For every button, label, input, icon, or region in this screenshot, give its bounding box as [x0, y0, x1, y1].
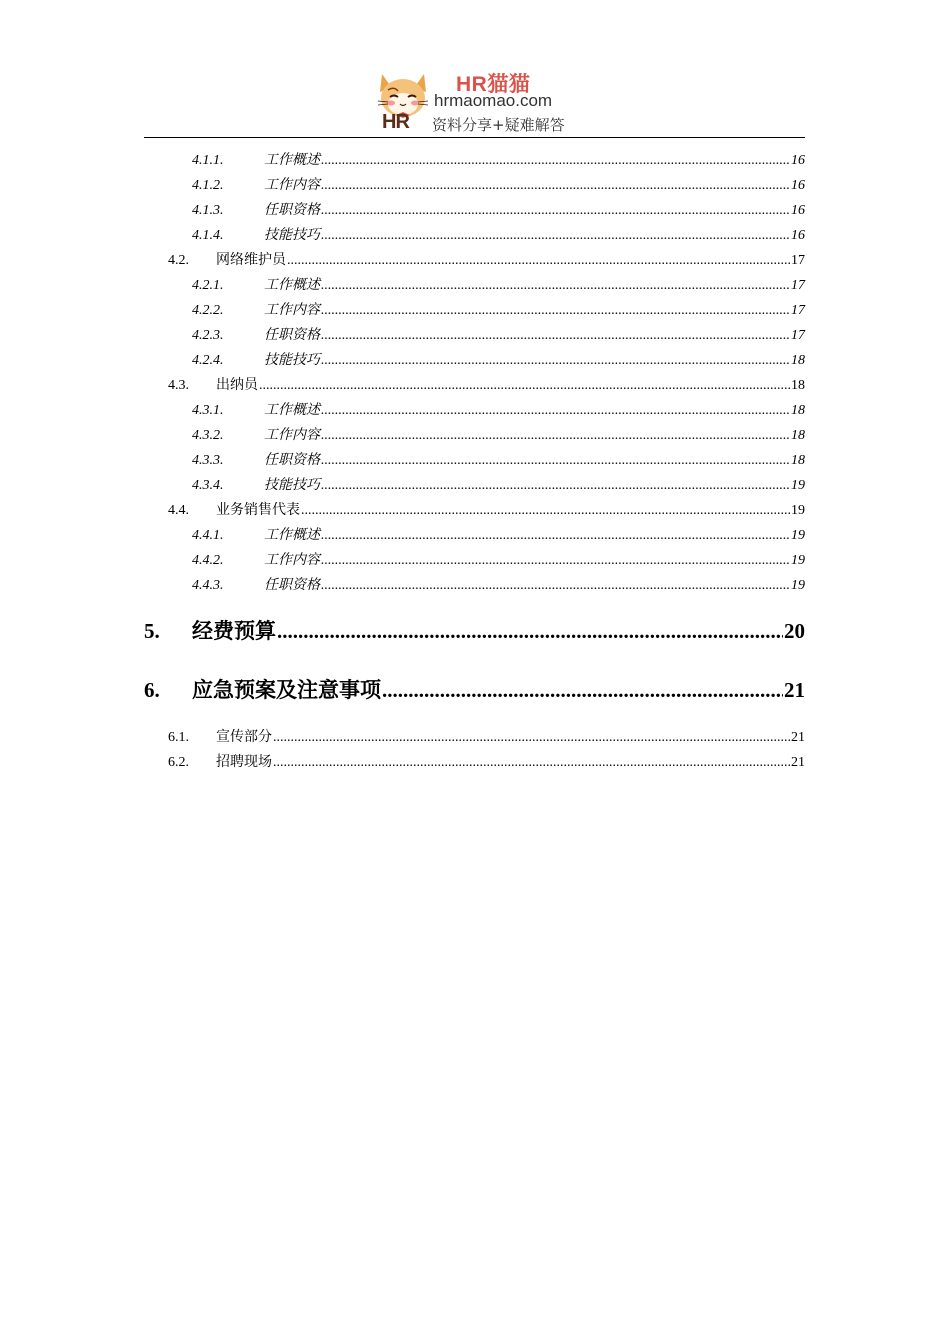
toc-entry-title: 工作概述: [264, 403, 320, 418]
toc-entry-number: 6.: [144, 678, 160, 702]
toc-entry-title: 应急预案及注意事项: [192, 678, 381, 702]
toc-entry-title: 任职资格: [264, 328, 320, 343]
toc-entry-number: 4.2.: [168, 253, 189, 268]
toc-entry-number: 4.3.4.: [192, 478, 224, 493]
toc-dot-leader: [273, 750, 790, 775]
toc-entry-number: 4.1.2.: [192, 178, 224, 193]
toc-entry-number: 4.4.3.: [192, 578, 224, 593]
toc-entry-number: 4.3.3.: [192, 453, 224, 468]
toc-entry[interactable]: [192, 523, 805, 548]
toc-entry-title: 工作内容: [264, 553, 320, 568]
toc-dot-leader: [321, 223, 790, 248]
toc-entry-page: 21: [791, 755, 805, 770]
toc-entry[interactable]: [192, 548, 805, 573]
toc-entry-number: 4.2.3.: [192, 328, 224, 343]
toc-entry[interactable]: [192, 223, 805, 248]
toc-entry-title: 业务销售代表: [216, 503, 300, 518]
toc-entry-page: 21: [784, 678, 805, 702]
toc-entry-title: 经费预算: [192, 619, 276, 643]
toc-dot-leader: [259, 373, 790, 398]
toc-dot-leader: [321, 448, 790, 473]
toc-dot-leader: [321, 323, 790, 348]
toc-entry[interactable]: [168, 725, 805, 750]
toc-entry[interactable]: [144, 673, 805, 707]
toc-entry-number: 4.4.: [168, 503, 189, 518]
toc-entry-number: 5.: [144, 619, 160, 643]
toc-dot-leader: [321, 173, 790, 198]
toc-dot-leader: [382, 673, 783, 707]
toc-entry-number: 4.3.2.: [192, 428, 224, 443]
toc-entry-title: 网络维护员: [216, 253, 286, 268]
toc-dot-leader: [321, 398, 790, 423]
brand-url: hrmaomao.com: [434, 91, 553, 110]
toc-entry[interactable]: [192, 573, 805, 598]
toc-entry-page: 17: [791, 278, 805, 293]
toc-entry-page: 16: [791, 178, 805, 193]
toc-entry[interactable]: [192, 173, 805, 198]
toc-entry[interactable]: [192, 448, 805, 473]
toc-entry-page: 20: [784, 619, 805, 643]
toc-entry-number: 4.2.1.: [192, 278, 224, 293]
brand-slogan: 资料分享+疑难解答: [432, 116, 565, 134]
toc-entry-page: 19: [791, 528, 805, 543]
toc-entry[interactable]: [192, 148, 805, 173]
toc-entry-page: 18: [791, 428, 805, 443]
header-divider: [144, 137, 805, 138]
toc-dot-leader: [321, 523, 790, 548]
toc-entry[interactable]: [192, 398, 805, 423]
toc-entry-page: 17: [791, 328, 805, 343]
toc-entry[interactable]: [192, 198, 805, 223]
toc-entry-page: 16: [791, 228, 805, 243]
toc-entry-title: 招聘现场: [216, 755, 272, 770]
toc-entry-page: 18: [791, 403, 805, 418]
toc-entry-page: 18: [791, 353, 805, 368]
toc-entry-title: 工作概述: [264, 528, 320, 543]
toc-entry-title: 任职资格: [264, 453, 320, 468]
toc-entry-page: 18: [791, 453, 805, 468]
toc-entry-title: 工作内容: [264, 303, 320, 318]
toc-entry-number: 4.3.: [168, 378, 189, 393]
toc-entry-number: 6.2.: [168, 755, 189, 770]
toc-entry-number: 6.1.: [168, 730, 189, 745]
toc-entry-number: 4.2.2.: [192, 303, 224, 318]
toc-entry-page: 19: [791, 578, 805, 593]
toc-entry-title: 工作内容: [264, 428, 320, 443]
toc-entry[interactable]: [192, 298, 805, 323]
toc-entry-title: 技能技巧: [264, 478, 320, 493]
toc-entry[interactable]: [192, 348, 805, 373]
toc-dot-leader: [273, 725, 790, 750]
brand-mark: HR: [382, 111, 409, 133]
toc-entry-number: 4.1.1.: [192, 153, 224, 168]
toc-dot-leader: [287, 248, 790, 273]
toc-entry-page: 21: [791, 730, 805, 745]
page-header: [0, 0, 950, 138]
toc-dot-leader: [301, 498, 790, 523]
toc-entry-title: 工作内容: [264, 178, 320, 193]
toc-dot-leader: [321, 348, 790, 373]
toc-entry-title: 出纳员: [216, 378, 258, 393]
toc-dot-leader: [321, 273, 790, 298]
toc-entry-title: 任职资格: [264, 578, 320, 593]
toc-entry-number: 4.1.3.: [192, 203, 224, 218]
toc-entry-number: 4.4.1.: [192, 528, 224, 543]
toc-entry-page: 17: [791, 253, 805, 268]
toc-entry-number: 4.3.1.: [192, 403, 224, 418]
toc-entry-title: 宣传部分: [216, 730, 272, 745]
toc-entry[interactable]: [168, 750, 805, 775]
brand-title: HR猫猫: [456, 73, 531, 96]
toc-entry-title: 任职资格: [264, 203, 320, 218]
toc-dot-leader: [321, 423, 790, 448]
toc-dot-leader: [321, 473, 790, 498]
toc-entry[interactable]: [192, 323, 805, 348]
toc-dot-leader: [321, 148, 790, 173]
toc-dot-leader: [321, 573, 790, 598]
toc-entry[interactable]: [192, 473, 805, 498]
toc-dot-leader: [321, 198, 790, 223]
toc-entry-page: 17: [791, 303, 805, 318]
toc-entry[interactable]: [168, 248, 805, 273]
toc-entry-number: 4.2.4.: [192, 353, 224, 368]
toc-entry-page: 19: [791, 503, 805, 518]
toc-entry[interactable]: [192, 423, 805, 448]
toc-entry[interactable]: [168, 373, 805, 398]
toc-entry-page: 16: [791, 153, 805, 168]
toc-entry-number: 4.4.2.: [192, 553, 224, 568]
toc-entry-number: 4.1.4.: [192, 228, 224, 243]
toc-dot-leader: [277, 614, 783, 648]
toc-entry-page: 16: [791, 203, 805, 218]
toc-entry-page: 19: [791, 553, 805, 568]
toc-entry[interactable]: [168, 498, 805, 523]
toc-entry[interactable]: [192, 273, 805, 298]
toc-dot-leader: [321, 298, 790, 323]
toc-entry-title: 技能技巧: [264, 353, 320, 368]
toc-entry-page: 19: [791, 478, 805, 493]
toc-entry[interactable]: [144, 614, 805, 648]
toc-dot-leader: [321, 548, 790, 573]
toc-entry-title: 工作概述: [264, 278, 320, 293]
toc-entry-page: 18: [791, 378, 805, 393]
toc-entry-title: 技能技巧: [264, 228, 320, 243]
toc-entry-title: 工作概述: [264, 153, 320, 168]
